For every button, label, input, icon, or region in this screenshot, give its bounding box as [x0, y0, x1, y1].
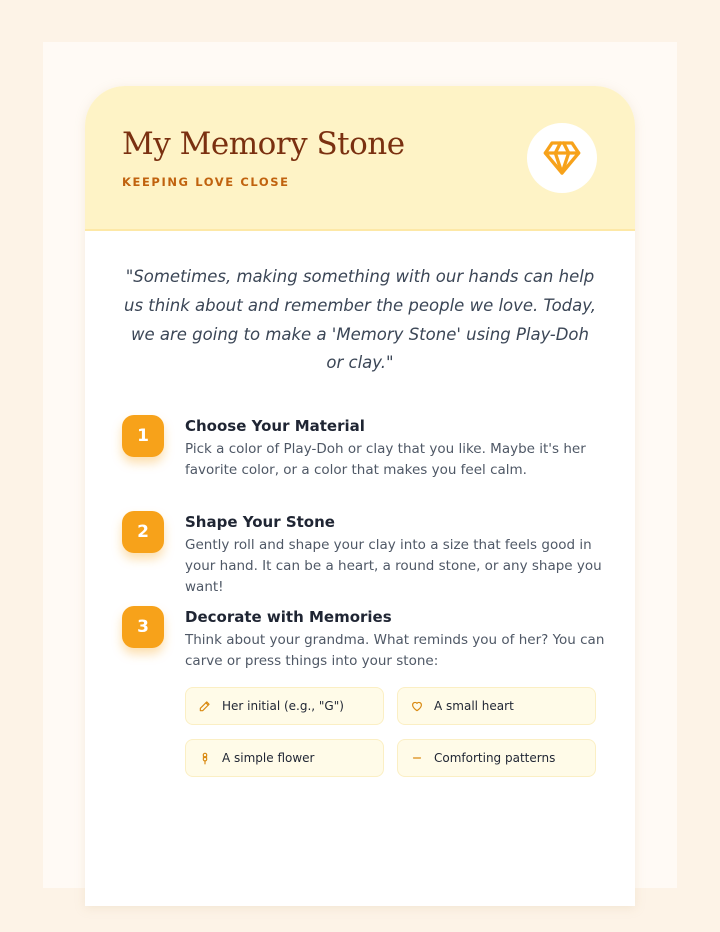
- dash-icon: [409, 750, 425, 766]
- step-title: Decorate with Memories: [185, 608, 392, 626]
- step-description: Pick a color of Play-Doh or clay that you like. Maybe it's her favorite color, or a color that makes you feel calm.: [185, 441, 586, 478]
- step-number-badge: 3: [122, 606, 164, 648]
- pencil-icon: [197, 698, 213, 714]
- idea-label: A simple flower: [222, 751, 315, 765]
- diamond-icon: [542, 138, 582, 178]
- page-title: My Memory Stone: [122, 126, 405, 162]
- card-header: [85, 86, 635, 231]
- step-number-badge: 2: [122, 511, 164, 553]
- page-subtitle: KEEPING LOVE CLOSE: [122, 175, 290, 189]
- page-background: [43, 42, 677, 888]
- step-title: Shape Your Stone: [185, 513, 335, 531]
- flower-icon: [197, 750, 213, 766]
- idea-label: Her initial (e.g., "G"): [222, 699, 344, 713]
- diamond-icon-badge: [527, 123, 597, 193]
- idea-chip-patterns: [397, 739, 596, 777]
- step-title: Choose Your Material: [185, 417, 365, 435]
- step-description: Think about your grandma. What reminds you of her? You can carve or press things into your stone:: [185, 632, 605, 669]
- idea-chip-initial: [185, 687, 384, 725]
- step-number-badge: 1: [122, 415, 164, 457]
- memory-stone-card: [85, 86, 635, 906]
- idea-label: A small heart: [434, 699, 514, 713]
- idea-chip-heart: [397, 687, 596, 725]
- heart-icon: [409, 698, 425, 714]
- step-description: Gently roll and shape your clay into a size that feels good in your hand. It can be a heart, a round stone, or any shape you want!: [185, 537, 602, 595]
- idea-label: Comforting patterns: [434, 751, 556, 765]
- intro-quote: "Sometimes, making something with our hands can help us think about and remember the people we love. Today, we are going to make a 'Memory Stone' using Play-Doh or clay.": [123, 267, 596, 373]
- idea-chip-flower: [185, 739, 384, 777]
